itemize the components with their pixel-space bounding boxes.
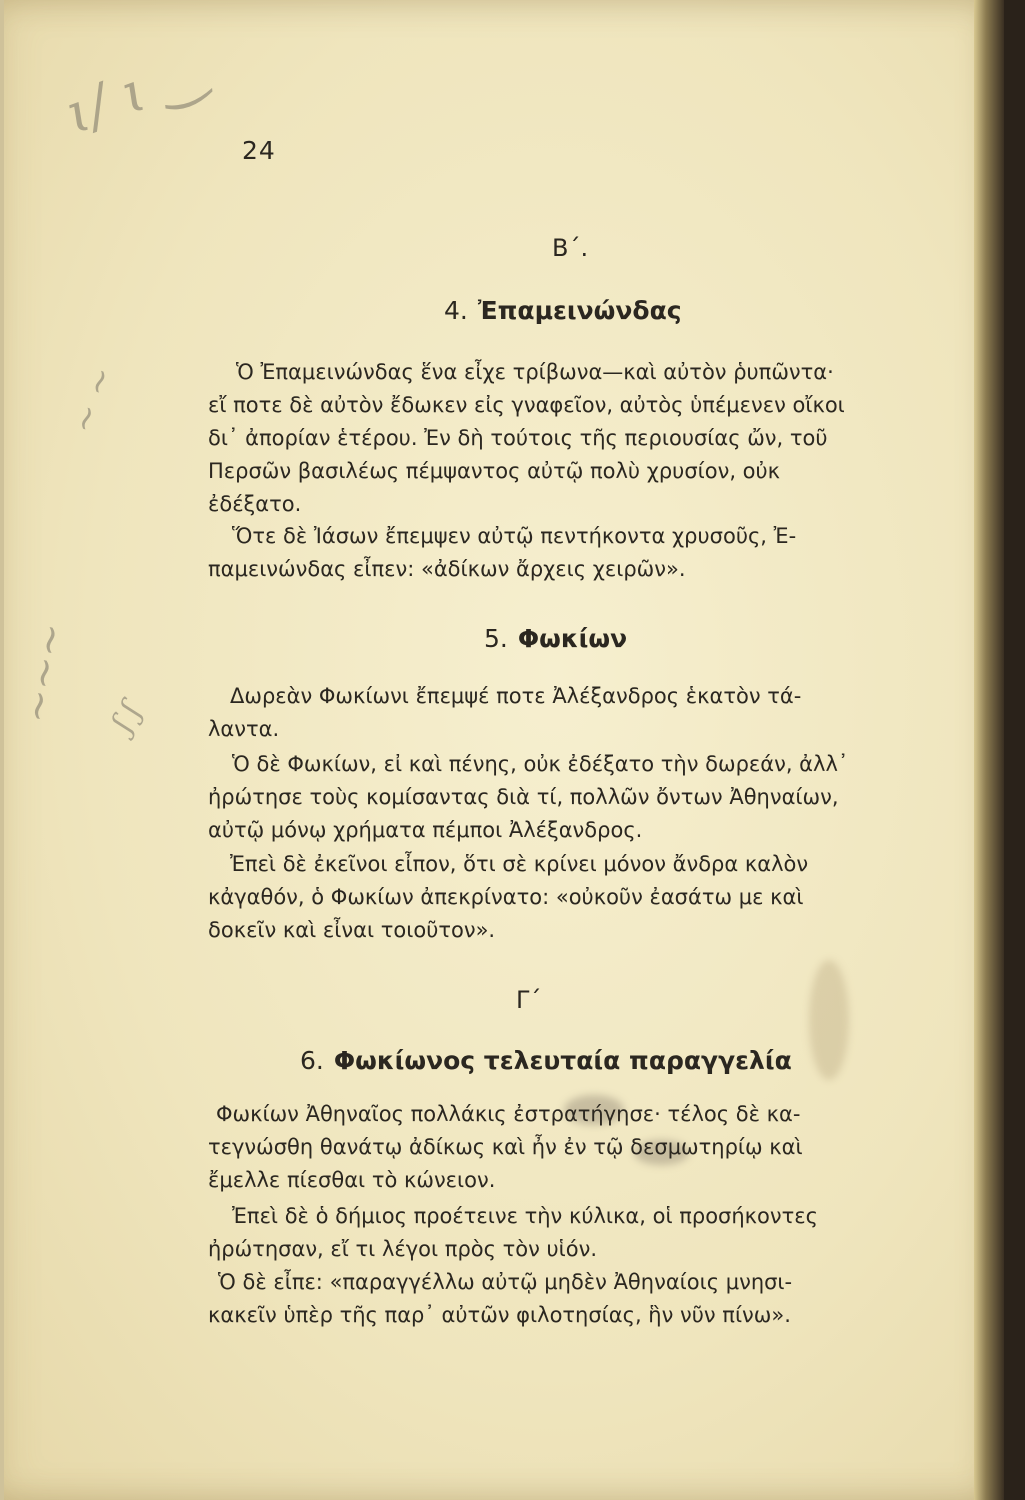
text-line: ἠρώτησε τοὺς κομίσαντας διὰ τί, πολλῶν ὄντων Ἀθηναίων, [208,785,839,809]
paragraph [208,356,908,521]
text-line: εἴ ποτε δὲ αὐτὸν ἔδωκεν εἰς γναφεῖον, αὐτὸς ὑπέμενεν οἴκοι [208,393,845,417]
text-line: τεγνώσθη θανάτῳ ἀδίκως καὶ ἦν ἐν τῷ δεσμωτηρίῳ καὶ [208,1135,803,1159]
story-heading [484,624,627,653]
text-line: ἔμελλε πίεσθαι τὸ κώνειον. [208,1168,496,1192]
text-line: Δωρεὰν Φωκίωνι ἔπεμψέ ποτε Ἀλέξανδρος ἑκατὸν τά- [230,684,802,708]
story-number: 5. [484,624,508,653]
text-line: Ὁ δὲ εἶπε: «παραγγέλλω αὐτῷ μηδὲν Ἀθηναίοις μνησι- [218,1270,793,1294]
paragraph [208,1200,908,1266]
text-line: Περσῶν βασιλέως πέμψαντος αὐτῷ πολὺ χρυσίον, οὐκ [208,459,781,483]
page-number: 24 [242,136,276,165]
section-letter-g: Γ΄ [516,986,542,1014]
story-number: 4. [444,296,468,325]
text-line: Φωκίων Ἀθηναῖος πολλάκις ἐστρατήγησε· τέλος δὲ κα- [216,1102,801,1126]
text-line: κακεῖν ὑπὲρ τῆς παρ᾽ αὐτῶν φιλοτησίας, ἣν νῦν πίνω». [208,1303,791,1327]
pencil-scribble-left-1: ~ ~ [62,361,124,439]
story-title: Φωκίωνος τελευταία παραγγελία [333,1046,792,1075]
text-line: δοκεῖν καὶ εἶναι τοιοῦτον». [208,918,496,942]
paragraph [208,520,908,586]
section-letter-b: Β΄. [552,234,589,262]
pencil-scribble-top: ɩ/ ɩ ‿ [57,37,215,148]
pencil-scribble-left-2: ~~~ [12,619,76,727]
pencil-scribble-left-3: ʃ ʃ [105,697,149,738]
text-line: λαντα. [208,717,280,741]
text-line: Ὅτε δὲ Ἰάσων ἔπεμψεν αὐτῷ πεντήκοντα χρυσοῦς, Ἐ- [232,524,797,548]
text-line: αὐτῷ μόνῳ χρήματα πέμποι Ἀλέξανδρος. [208,818,643,842]
text-line: κἀγαθόν, ὁ Φωκίων ἀπεκρίνατο: «οὐκοῦν ἐασάτω με καὶ [208,885,804,909]
paragraph [208,848,908,947]
text-line: Ὁ δὲ Φωκίων, εἰ καὶ πένης, οὐκ ἐδέξατο τὴν δωρεάν, ἀλλ᾽ [232,752,849,776]
story-number: 6. [300,1046,324,1075]
text-line: ἠρώτησαν, εἴ τι λέγοι πρὸς τὸν υἱόν. [208,1237,598,1261]
story-heading [444,296,682,325]
text-line: Ἐπεὶ δὲ ὁ δήμιος προέτεινε τὴν κύλικα, οἱ προσήκοντες [232,1204,818,1228]
stain-mark [809,960,849,1080]
text-line: Ἐπεὶ δὲ ἐκεῖνοι εἶπον, ὅτι σὲ κρίνει μόνον ἄνδρα καλὸν [230,852,809,876]
story-heading [300,1046,792,1075]
story-title: Ἐπαμεινώνδας [477,296,682,325]
text-line: Ὁ Ἐπαμεινώνδας ἕνα εἶχε τρίβωνα—καὶ αὐτὸν ῥυπῶντα· [236,360,834,384]
story-title: Φωκίων [517,624,628,653]
text-line: παμεινώνδας εἶπεν: «ἀδίκων ἄρχεις χειρῶν». [208,557,686,581]
text-line: ἐδέξατο. [208,492,302,516]
paragraph [208,748,908,847]
book-spine [974,0,1004,1500]
text-line: δι᾽ ἀπορίαν ἑτέρου. Ἐν δὴ τούτοις τῆς περιουσίας ὤν, τοῦ [208,426,828,450]
paragraph [208,1266,908,1332]
paragraph [208,680,908,746]
paragraph [208,1098,908,1197]
